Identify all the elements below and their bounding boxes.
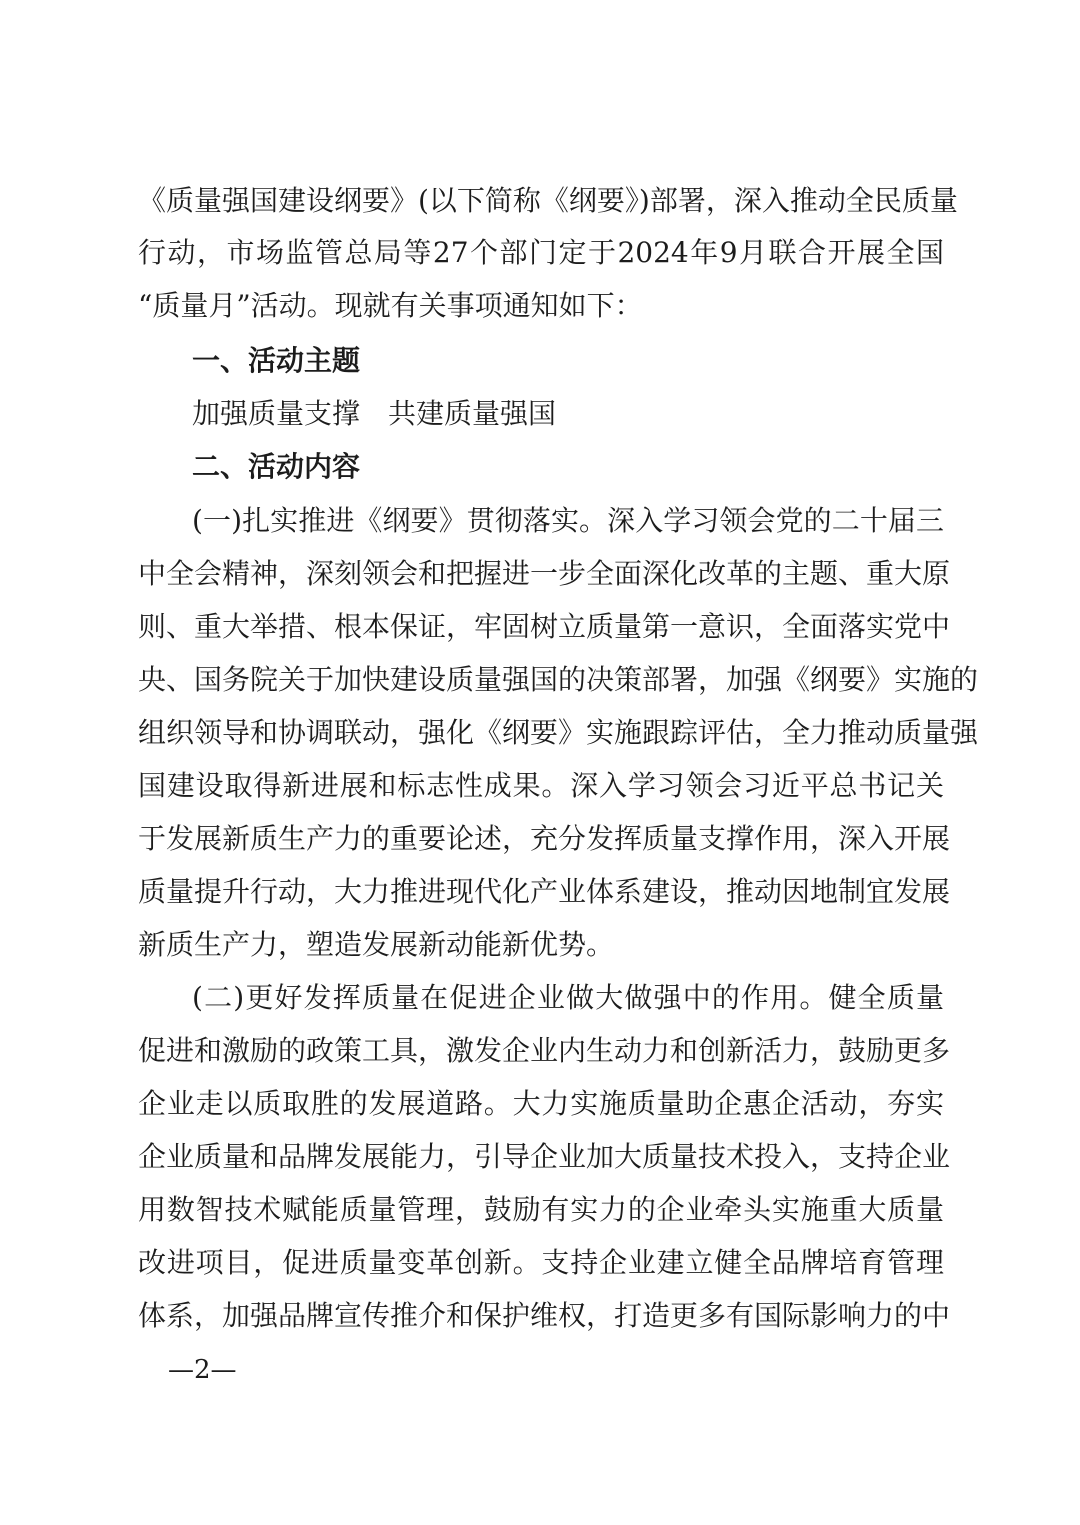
page-number: —2— [168, 1355, 237, 1385]
section-heading: 一、活动主题 [192, 344, 361, 377]
text-line: “质量月”活动。现就有关事项通知如下： [138, 289, 643, 322]
text-line: 中全会精神，深刻领会和把握进一步全面深化改革的主题、重大原 [138, 557, 951, 590]
activity-theme: 加强质量支撑 共建质量强国 [192, 397, 557, 430]
section-heading: 二、活动内容 [192, 450, 361, 483]
text-line: 国建设取得新进展和标志性成果。深入学习领会习近平总书记关 [138, 769, 944, 802]
text-line: 行动，市场监管总局等27个部门定于2024年9月联合开展全国 [138, 236, 944, 269]
text-line: 组织领导和协调联动，强化《纲要》实施跟踪评估，全力推动质量强 [138, 716, 979, 749]
text-line: 用数智技术赋能质量管理，鼓励有实力的企业牵头实施重大质量 [138, 1193, 944, 1226]
text-line: 促进和激励的政策工具，激发企业内生动力和创新活力，鼓励更多 [138, 1034, 951, 1067]
text-line: 新质生产力，塑造发展新动能新优势。 [138, 928, 615, 961]
text-line: 于发展新质生产力的重要论述，充分发挥质量支撑作用，深入开展 [138, 822, 951, 855]
text-line: 体系，加强品牌宣传推介和保护维权，打造更多有国际影响力的中 [138, 1299, 951, 1332]
text-line: 《质量强国建设纲要》(以下简称《纲要》)部署，深入推动全民质量 [138, 184, 958, 217]
text-line: 改进项目，促进质量变革创新。支持企业建立健全品牌培育管理 [138, 1246, 944, 1279]
text-line: (一)扎实推进《纲要》贯彻落实。深入学习领会党的二十届三 [192, 504, 944, 537]
text-line: 央、国务院关于加快建设质量强国的决策部署，加强《纲要》实施的 [138, 663, 979, 696]
text-line: 质量提升行动，大力推进现代化产业体系建设，推动因地制宜发展 [138, 875, 951, 908]
text-line: 企业质量和品牌发展能力，引导企业加大质量技术投入，支持企业 [138, 1140, 951, 1173]
text-line: 则、重大举措、根本保证，牢固树立质量第一意识，全面落实党中 [138, 610, 951, 643]
text-line: (二)更好发挥质量在促进企业做大做强中的作用。健全质量 [192, 981, 944, 1014]
text-line: 企业走以质取胜的发展道路。大力实施质量助企惠企活动，夯实 [138, 1087, 944, 1120]
